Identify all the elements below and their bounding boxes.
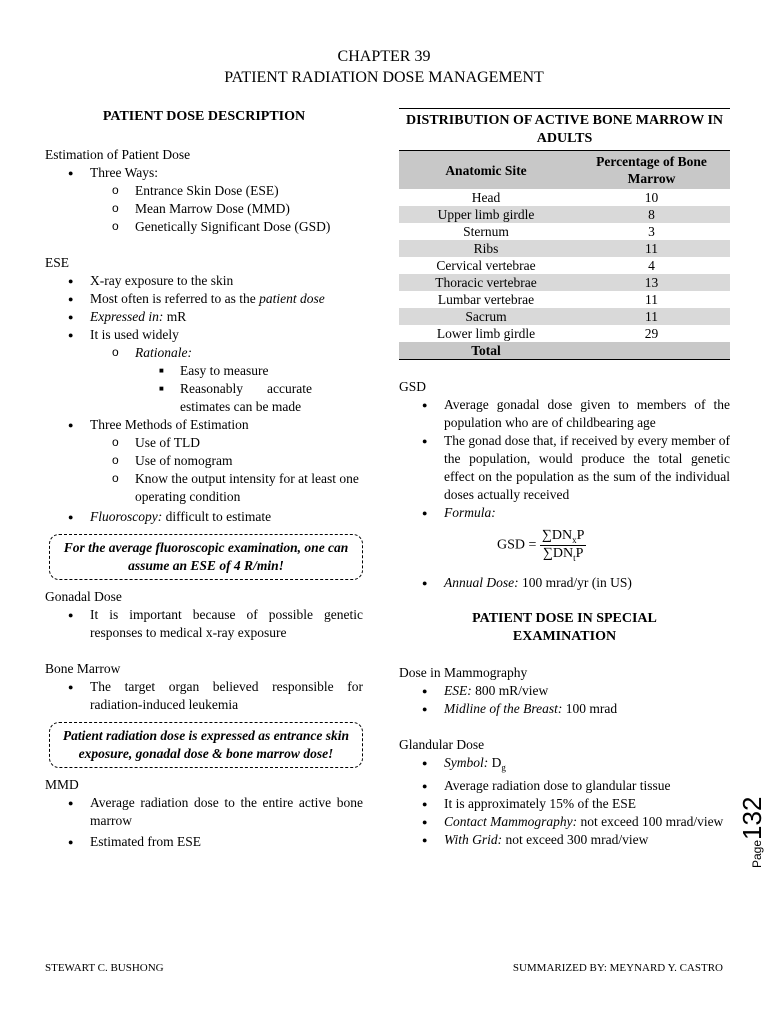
gsd-heading: GSD <box>399 379 427 394</box>
table-row: Head 10 <box>471 190 659 205</box>
right-column <box>399 108 730 849</box>
page-number <box>737 796 767 868</box>
list-item: ● It is approximately 15% of the ESE <box>399 795 730 813</box>
ese-heading: ESE <box>45 255 70 270</box>
list-item: ● It is important because of possible genetic responses to medical x-ray exposure <box>45 606 363 642</box>
list-item: ● Estimated from ESE <box>45 833 363 851</box>
list-item: ■ Reasonably accurate estimates can be made <box>135 380 363 416</box>
table-row: Lumbar vertebrae 11 <box>437 292 658 307</box>
chapter-header <box>0 46 768 88</box>
bone-marrow-heading: Bone Marrow <box>45 661 121 676</box>
section-title-special-examination: PATIENT DOSE IN SPECIAL EXAMINATION <box>472 611 657 644</box>
note-patient-radiation-dose: Patient radiation dose is expressed as entrance skin exposure, gonadal dose & bone marrow dose! <box>49 722 363 768</box>
glandular-heading: Glandular Dose <box>399 737 485 752</box>
list-item: ● Contact Mammography: not exceed 100 mrad/view <box>399 813 730 831</box>
list-item: o Use of nomogram <box>90 452 363 470</box>
list-item: ● Most often is referred to as the patient dose <box>45 290 363 308</box>
list-item: ■ Easy to measure <box>135 362 363 380</box>
gonadal-heading: Gonadal Dose <box>45 589 122 604</box>
table-header-row <box>399 151 730 190</box>
footer-summarizer: SUMMARIZED BY: MEYNARD Y. CASTRO <box>512 962 723 974</box>
list-item: ● The gonad dose that, if received by every member of the population, would produce the total genetic effect on the population as the sum of the individual doses actually received <box>399 432 730 504</box>
table-row: Thoracic vertebrae 13 <box>399 274 730 291</box>
list-item: o Mean Marrow Dose (MMD) <box>90 200 363 218</box>
list-item: ● ESE: 800 mR/view <box>399 682 730 700</box>
list-item: ● Formula: <box>399 504 730 522</box>
note-fluoroscopic-ese: For the average fluoroscopic examination, one can assume an ESE of 4 R/min! <box>49 534 363 580</box>
gsd-formula: GSD = $\frac{\sum DN_xP}{\sum DN_tP}$ <box>497 528 585 563</box>
table-title: DISTRIBUTION OF ACTIVE BONE MARROW IN ADULTS <box>399 108 730 148</box>
mammography-heading: Dose in Mammography <box>399 665 528 680</box>
column-header-site: Anatomic Site <box>399 151 573 190</box>
list-item: ● Three Ways: o Entrance Skin Dose (ESE) o Mean Marrow Dose (MMD) o Genetically Significant Dose (GSD) <box>45 164 363 236</box>
list-item: ● Midline of the Breast: 100 mrad <box>399 700 730 718</box>
list-item: ● Average radiation dose to the entire active bone marrow <box>45 794 363 830</box>
list-item: ● Annual Dose: 100 mrad/yr (in US) <box>399 574 730 592</box>
list-item: ● Average radiation dose to glandular tissue <box>399 777 730 795</box>
estimation-list <box>45 164 363 236</box>
table-row: Lower limb girdle 29 <box>436 326 659 341</box>
list-item: ● It is used widely o Rationale: ■ Easy to measure ■ Reasonably accurate estimates can be made <box>45 326 363 416</box>
list-item: ● With Grid: not exceed 300 mrad/view <box>399 831 730 849</box>
table-row: Sternum 3 <box>463 224 655 239</box>
footer-author: STEWART C. BUSHONG <box>45 962 164 974</box>
page-num: 132 <box>737 796 767 840</box>
list-item: ● Fluoroscopy: difficult to estimate <box>45 508 363 526</box>
chapter-number: CHAPTER 39 <box>337 48 431 65</box>
list-item: o Entrance Skin Dose (ESE) <box>90 182 363 200</box>
list-item: ● X-ray exposure to the skin <box>45 272 363 290</box>
page-word: Page <box>750 839 764 868</box>
list-item: ● Average gonadal dose given to members of the population who are of childbearing age <box>399 396 730 432</box>
column-header-percentage: Percentage of Bone Marrow <box>573 151 730 190</box>
estimation-heading: Estimation of Patient Dose <box>45 147 191 162</box>
left-column <box>45 108 363 851</box>
mmd-heading: MMD <box>45 777 79 792</box>
section-title-patient-dose-description: PATIENT DOSE DESCRIPTION <box>102 109 306 124</box>
bone-marrow-table <box>399 150 730 360</box>
list-item: o Use of TLD <box>90 434 363 452</box>
list-item: o Genetically Significant Dose (GSD) <box>90 218 363 236</box>
chapter-title: PATIENT RADIATION DOSE MANAGEMENT <box>224 69 544 86</box>
list-item: o Know the output intensity for at least one operating condition <box>90 470 363 506</box>
table-total-row: Total <box>399 342 730 360</box>
list-item: ● The target organ believed responsible for radiation-induced leukemia <box>45 678 363 714</box>
list-item: ● Three Methods of Estimation o Use of TLD o Use of nomogram o Know the output intensity for at least one operating condition <box>45 416 363 506</box>
table-row: Upper limb girdle 8 <box>399 206 730 223</box>
ways-list <box>90 182 363 236</box>
table-row: Sacrum 11 <box>399 308 730 325</box>
list-item: ● Symbol: $D_g$ <box>399 754 730 777</box>
list-item: o Rationale: ■ Easy to measure ■ Reasonably accurate estimates can be made <box>90 344 363 416</box>
ese-list <box>45 272 363 526</box>
table-row: Ribs 11 <box>399 240 730 257</box>
list-item: ● Expressed in: mR <box>45 308 363 326</box>
table-row: Cervical vertebrae 4 <box>436 258 655 273</box>
